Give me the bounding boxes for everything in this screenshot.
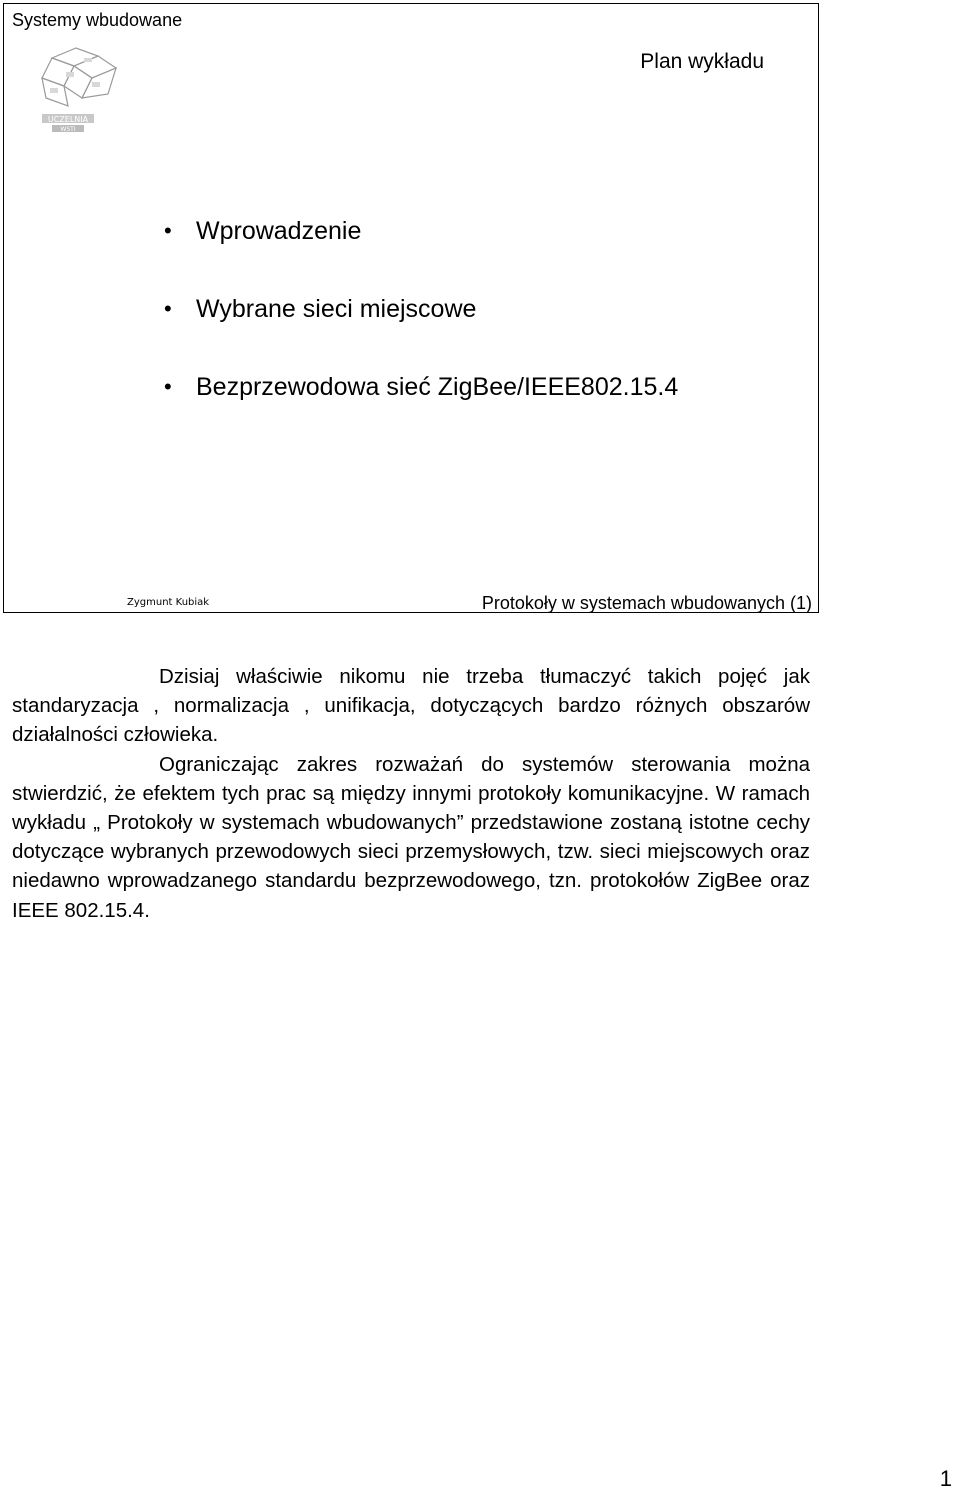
logo-text-line2: WSTI bbox=[60, 126, 76, 133]
bullet-icon: • bbox=[164, 374, 172, 399]
bullet-item bbox=[164, 216, 678, 294]
page-number: 1 bbox=[939, 1466, 952, 1491]
bullet-text: Bezprzewodowa sieć ZigBee/IEEE802.15.4 bbox=[196, 373, 679, 401]
slide-bullet-list bbox=[164, 216, 678, 450]
notes-paragraph: Dzisiaj właściwie nikomu nie trzeba tłumaczyć takich pojęć jak standaryzacja , normalizacja , unifikacja, dotyczących bardzo różnych obszarów działalności człowieka. bbox=[12, 665, 810, 747]
slide-header: Systemy wbudowane bbox=[12, 10, 183, 30]
notes-paragraph: Ograniczając zakres rozważań do systemów sterowania można stwierdzić, że efektem tych prac są między innymi protokoły komunikacyjne. W ramach wykładu „ Protokoły w systemach wbudowanych” przedstawione zostaną istotne cechy dotyczące wybranych przewodowych sieci przemysłowych, tzw. sieci miejscowych oraz niedawno wprowadzanego standardu bezprzewodowego, tzn. protokołów ZigBee oraz IEEE 802.15.4. bbox=[12, 752, 810, 922]
slide-footer-course: Protokoły w systemach wbudowanych (1) bbox=[481, 593, 812, 613]
uczelnia-logo-icon bbox=[32, 38, 128, 138]
bullet-icon: • bbox=[164, 296, 172, 321]
bullet-item bbox=[164, 294, 678, 372]
bullet-text: Wybrane sieci miejscowe bbox=[196, 295, 477, 323]
slide-footer-author: Zygmunt Kubiak bbox=[127, 597, 210, 608]
bullet-icon: • bbox=[164, 218, 172, 243]
logo-text-line1: UCZELNIA bbox=[47, 115, 89, 124]
lecture-slide bbox=[3, 3, 819, 613]
bullet-text: Wprowadzenie bbox=[196, 217, 362, 245]
lecture-notes bbox=[12, 662, 810, 925]
slide-title: Plan wykładu bbox=[640, 50, 764, 73]
bullet-item bbox=[164, 372, 678, 450]
